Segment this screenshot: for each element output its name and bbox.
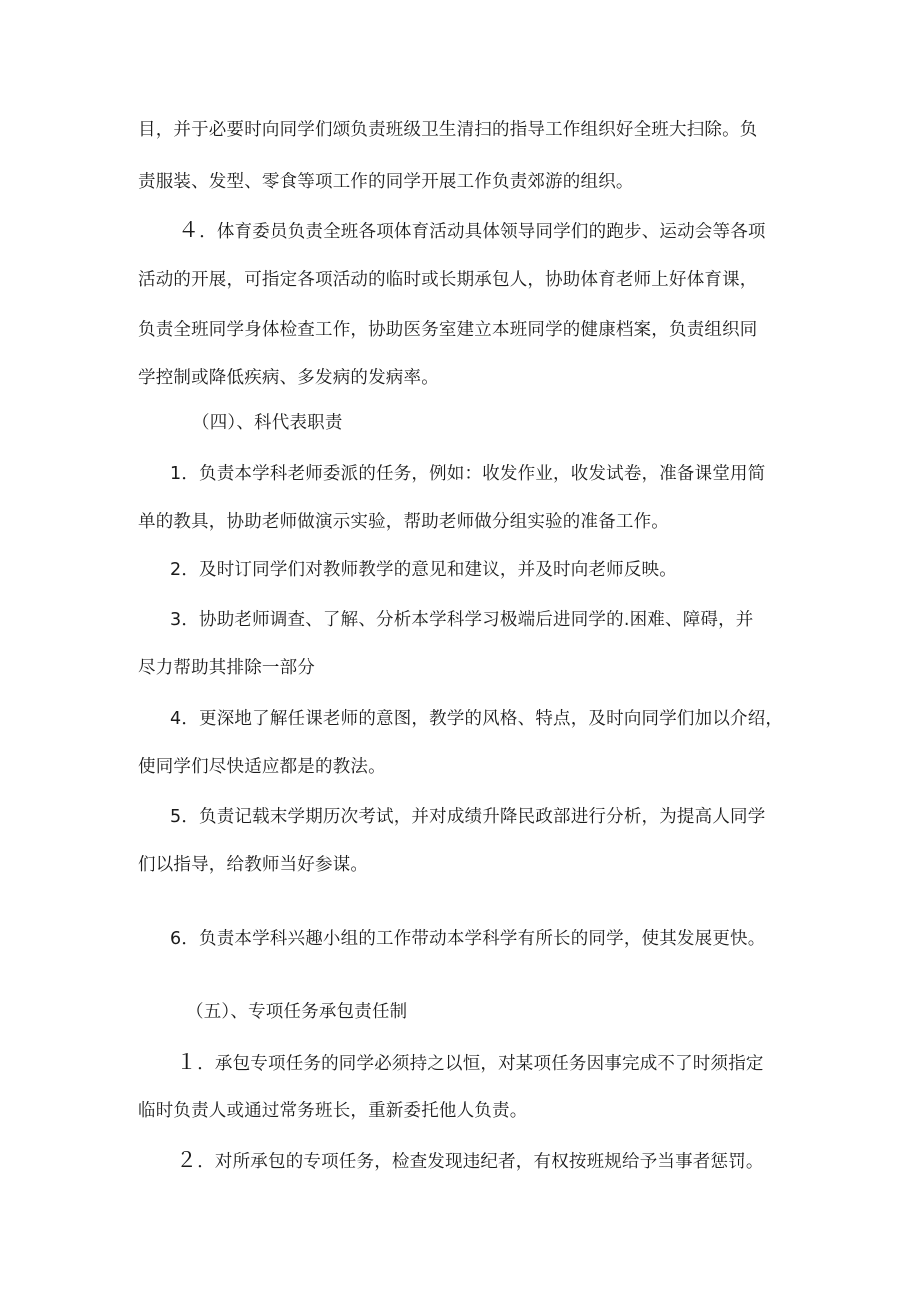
section-heading-4: （四）、科代表职责 xyxy=(192,413,343,433)
text-line: ．对所承包的专项任务，检查发现违纪者，有权按班规给予当事者惩罚。 xyxy=(197,1152,764,1172)
text-line: 使同学们尽快适应都是的教法。 xyxy=(138,757,386,777)
text-line: ．体育委员负责全班各项体育活动具体领导同学们的跑步、运动会等各项 xyxy=(199,222,766,242)
text-line: 3．协助老师调查、了解、分析本学科学习极端后进同学的.困难、障碍，并 xyxy=(170,610,754,630)
text-line: ．承包专项任务的同学必须持之以恒，对某项任务因事完成不了时须指定 xyxy=(197,1054,764,1074)
text-line: 尽力帮助其排除一部分 xyxy=(138,658,315,678)
text-line: 学控制或降低疾病、多发病的发病率。 xyxy=(138,368,439,388)
text-line: 负责全班同学身体检查工作，协助医务室建立本班同学的健康档案，负责组织同 xyxy=(138,320,758,340)
text-line: 目，并于必要时向同学们颂负责班级卫生清扫的指导工作组织好全班大扫除。负 xyxy=(138,120,758,140)
text-line: 临时负责人或通过常务班长，重新委托他人负责。 xyxy=(138,1101,528,1121)
text-line: 1．负责本学科老师委派的任务，例如：收发作业，收发试卷，准备课堂用简 xyxy=(170,464,766,484)
text-line: 5．负责记载末学期历次考试，并对成绩升降民政部进行分析，为提高人同学 xyxy=(170,807,766,827)
list-number: ４ xyxy=(178,218,200,242)
list-item-z2 xyxy=(176,1148,764,1174)
list-item-4 xyxy=(178,218,766,244)
text-line: 责服装、发型、零食等项工作的同学开展工作负责郊游的组织。 xyxy=(138,172,634,192)
text-line: 6．负责本学科兴趣小组的工作带动本学科学有所长的同学，使其发展更快。 xyxy=(170,929,766,949)
section-heading-5: （五）、专项任务承包责任制 xyxy=(186,1002,408,1022)
text-line: 4．更深地了解任课老师的意图，教学的风格、特点，及时向同学们加以介绍， xyxy=(170,709,784,729)
text-line: 们以指导，给教师当好参谋。 xyxy=(138,855,369,875)
list-number: １ xyxy=(176,1050,198,1074)
list-item-z1 xyxy=(176,1050,764,1076)
text-line: 2．及时订同学们对教师教学的意见和建议，并及时向老师反映。 xyxy=(170,560,677,580)
list-number: ２ xyxy=(176,1148,198,1172)
text-line: 活动的开展，可指定各项活动的临时或长期承包人，协助体育老师上好体育课， xyxy=(138,270,758,290)
text-line: 单的教具，协助老师做演示实验，帮助老师做分组实验的准备工作。 xyxy=(138,512,669,532)
